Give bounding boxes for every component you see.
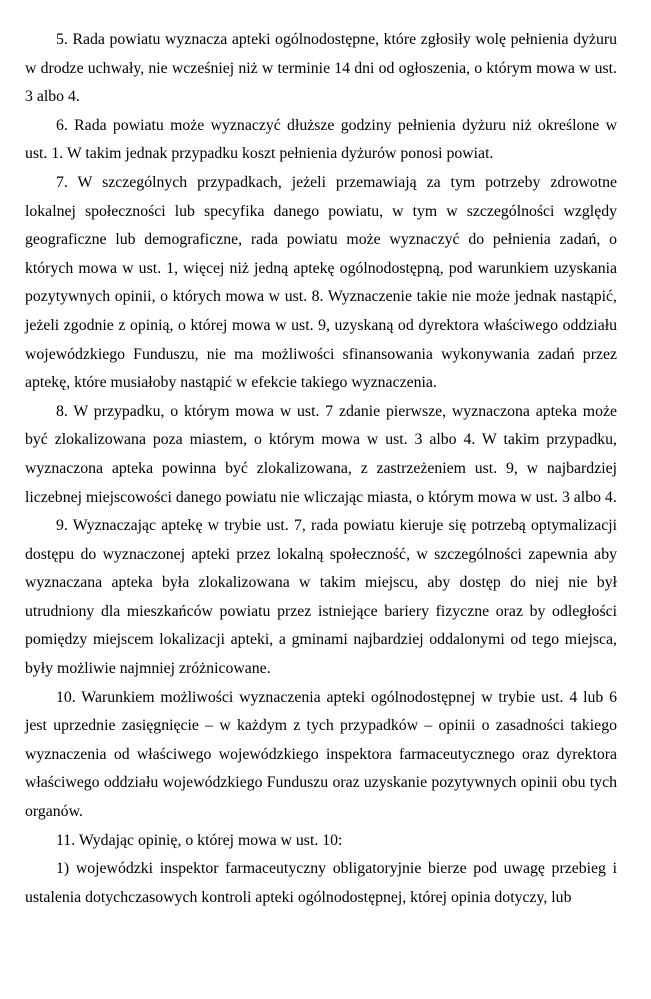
paragraph-ust-7: 7. W szczególnych przypadkach, jeżeli przemawiają za tym potrzeby zdrowotne lokalnej społeczności lub specyfika danego powiatu, w tym w szczególności względy geograficzne lub demograficzne, rada powiatu może wyznaczyć do pełnienia zadań, o których mowa w ust. 1, więcej niż jedną aptekę ogólnodostępną, pod warunkiem uzyskania pozytywnych opinii, o których mowa w ust. 8. Wyznaczenie takie nie może jednak nastąpić, jeżeli zgodnie z opinią, o której mowa w ust. 9, uzyskaną od dyrektora właściwego oddziału wojewódzkiego Funduszu, nie ma możliwości sfinansowania wykonywania zadań przez aptekę, które musiałoby nastąpić w efekcie takiego wyznaczenia.: [25, 173, 617, 392]
paragraph-ust-5: 5. Rada powiatu wyznacza apteki ogólnodostępne, które zgłosiły wolę pełnienia dyżuru w drodze uchwały, nie wcześniej niż w terminie 14 dni od ogłoszenia, o którym mowa w ust. 3 albo 4.: [25, 31, 617, 106]
paragraph-ust-9: 9. Wyznaczając aptekę w trybie ust. 7, rada powiatu kieruje się potrzebą optymalizacji dostępu do wyznaczonej apteki przez lokalną społeczność, w szczególności zapewnia aby wyznaczana apteka była zlokalizowana w takim miejscu, aby dostęp do niej nie był utrudniony dla mieszkańców powiatu przez istniejące bariery fizyczne oraz by odległości pomiędzy miejscem lokalizacji apteki, a gminami najbardziej oddalonymi od tego miejsca, były możliwie najmniej zróżnicowane.: [25, 517, 617, 678]
paragraph-ust-11: 11. Wydając opinię, o której mowa w ust. 10:: [56, 831, 343, 849]
paragraph-ust-10: 10. Warunkiem możliwości wyznaczenia apteki ogólnodostępnej w trybie ust. 4 lub 6 jest uprzednie zasięgnięcie – w każdym z tych przypadków – opinii o zasadności takiego wyznaczenia od właściwego wojewódzkiego inspektora farmaceutycznego oraz dyrektora właściwego oddziału wojewódzkiego Funduszu oraz uzyskanie pozytywnych opinii obu tych organów.: [25, 688, 617, 821]
paragraph-ust-11-pkt-1: 1) wojewódzki inspektor farmaceutyczny obligatoryjnie bierze pod uwagę przebieg i ustalenia dotychczasowych kontroli apteki ogólnodostępnej, której opinia dotyczy, lub: [25, 860, 617, 906]
paragraph-ust-6: 6. Rada powiatu może wyznaczyć dłuższe godziny pełnienia dyżuru niż określone w ust. 1. W takim jednak przypadku koszt pełnienia dyżurów ponosi powiat.: [25, 116, 617, 163]
paragraph-ust-8: 8. W przypadku, o którym mowa w ust. 7 zdanie pierwsze, wyznaczona apteka może być zlokalizowana poza miastem, o którym mowa w ust. 3 albo 4. W takim przypadku, wyznaczona apteka powinna być zlokalizowana, z zastrzeżeniem ust. 9, w najbardziej liczebnej miejscowości danego powiatu nie wliczając miasta, o którym mowa w ust. 3 albo 4.: [25, 402, 617, 506]
